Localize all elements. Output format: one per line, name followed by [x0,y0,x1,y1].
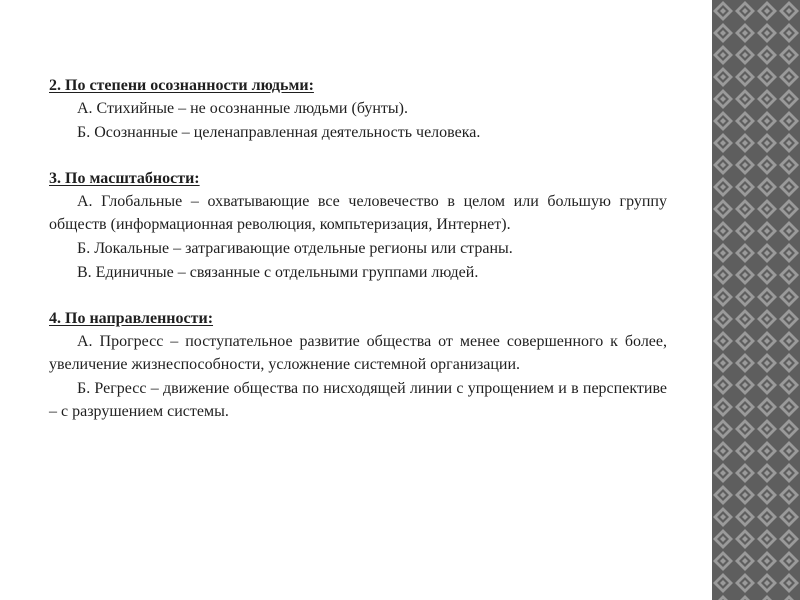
section-awareness [49,74,667,144]
section-heading: 4. По направленности: [49,310,214,327]
list-item: А. Прогресс – поступательное развитие общества от менее совершенного к более, увеличение жизнеспособности, усложнение системной организации. [49,333,667,373]
list-item: Б. Локальные – затрагивающие отдельные регионы или страны. [77,240,513,257]
list-item: Б. Регресс – движение общества по нисходящей линии с упрощением и в перспективе – с разрушением системы. [49,380,667,420]
slide-content [49,74,667,446]
section-direction [49,307,667,423]
section-heading: 2. По степени осознанности людьми: [49,77,314,94]
list-item: А. Глобальные – охватывающие все человечество в целом или большую группу обществ (информационная революция, компьтеризация, Интернет). [49,193,667,233]
list-item: В. Единичные – связанные с отдельными группами людей. [77,264,479,281]
list-item: А. Стихийные – не осознанные людьми (бунты). [77,100,408,117]
list-item: Б. Осознанные – целенаправленная деятельность человека. [77,124,481,141]
section-heading: 3. По масштабности: [49,170,200,187]
section-scale [49,167,667,284]
decorative-pattern [712,0,800,600]
